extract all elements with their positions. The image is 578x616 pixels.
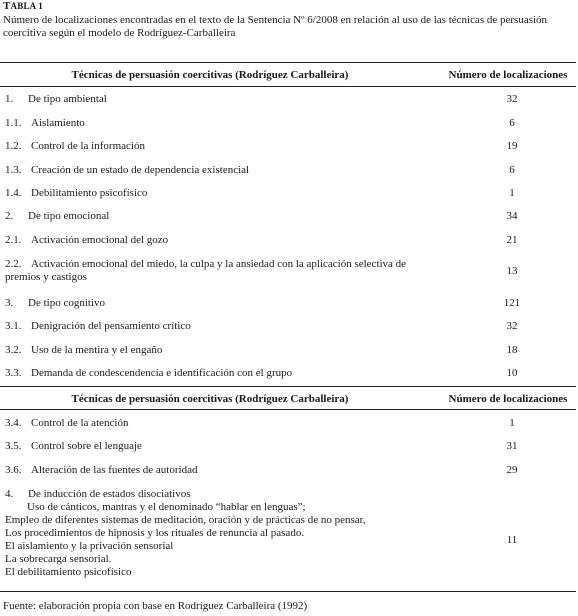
row-label (5, 367, 425, 380)
row-4-line: El aislamiento y la privación sensorial (5, 540, 174, 552)
row-label (5, 464, 425, 477)
row-value: 10 (506, 367, 518, 379)
table-label: TABLA 1 (3, 0, 44, 12)
row-text: Demanda de condescendencia e identificación con el grupo (31, 367, 293, 379)
row-label (5, 440, 425, 453)
row-index: 2.2. (5, 258, 22, 270)
row-text: Alteración de las fuentes de autoridad (31, 464, 198, 476)
row-label (5, 117, 425, 130)
row-text-continued: premios y castigos (5, 271, 87, 283)
row-value: 32 (506, 93, 518, 105)
row-value: 18 (506, 344, 518, 356)
row-text: Debilitamiento psicofísico (31, 187, 148, 199)
row-value: 31 (506, 440, 518, 452)
row-text: De tipo ambiental (28, 93, 107, 105)
row-4-line: Empleo de diferentes sistemas de meditación, oración y de prácticas de no pensar, (5, 514, 366, 526)
section-rule-top (0, 386, 576, 387)
row-label (5, 164, 425, 177)
row-4-line: Uso de cánticos, mantras y el denominado “hablar en lenguas”; (27, 501, 306, 513)
row-label (5, 320, 425, 333)
row-index: 4. (5, 488, 14, 500)
row-label (5, 210, 425, 223)
header-count: Número de localizaciones (448, 69, 568, 81)
row-value: 6 (509, 117, 515, 129)
row-value: 13 (506, 265, 518, 277)
top-rule (0, 62, 576, 63)
header-technique: Técnicas de persuasión coercitivas (Rodríguez Carballeira) (71, 393, 349, 405)
row-label (5, 140, 425, 153)
row-index: 3.4. (5, 417, 22, 429)
table-description: Número de localizaciones encontradas en el texto de la Sentencia Nº 6/2008 en relación al uso de las técnicas de persuasión coercitiva según el modelo de Rodríguez-Carballeira (3, 14, 548, 39)
table-caption (3, 0, 575, 40)
row-label (5, 344, 425, 357)
row-value: 32 (506, 320, 518, 332)
header-rule (0, 86, 576, 87)
row-text: Denigración del pensamiento crítico (31, 320, 191, 332)
row-value: 1 (509, 417, 515, 429)
row-text: De tipo cognitivo (28, 297, 105, 309)
row-value: 121 (503, 297, 521, 309)
row-value: 29 (506, 464, 518, 476)
row-4-value: 11 (506, 534, 518, 546)
row-4-title: De inducción de estados disociativos (28, 488, 191, 500)
row-text: Uso de la mentira y el engaño (31, 344, 163, 356)
header-rule-repeat (0, 409, 576, 410)
row-text: Creación de un estado de dependencia existencial (31, 164, 250, 176)
row-index: 1.4. (5, 187, 22, 199)
row-text: Control de la atención (31, 417, 129, 429)
row-label (5, 258, 425, 284)
row-value: 34 (506, 210, 518, 222)
row-index: 3.3. (5, 367, 22, 379)
row-label (5, 187, 425, 200)
row-label (5, 234, 425, 247)
header-count: Número de localizaciones (448, 393, 568, 405)
row-4-line: La sobrecarga sensorial. (5, 553, 112, 565)
row-index: 3.1. (5, 320, 22, 332)
bottom-rule (0, 591, 576, 592)
row-index: 3.2. (5, 344, 22, 356)
row-text: Aislamiento (31, 117, 85, 129)
row-index: 3. (5, 297, 14, 309)
row-index: 3.5. (5, 440, 22, 452)
table-source: Fuente: elaboración propia con base en Rodríguez Carballeira (1992) (3, 600, 308, 612)
row-value: 6 (509, 164, 515, 176)
row-index: 3.6. (5, 464, 22, 476)
row-label (5, 417, 425, 430)
row-index: 1.3. (5, 164, 22, 176)
row-text: Activación emocional del miedo, la culpa y la ansiedad con la aplicación selectiva de (31, 258, 407, 270)
row-index: 2.1. (5, 234, 22, 246)
row-value: 21 (506, 234, 518, 246)
row-text: Control de la información (31, 140, 145, 152)
row-index: 1.2. (5, 140, 22, 152)
row-label (5, 297, 425, 310)
row-label (5, 93, 425, 106)
row-value: 19 (506, 140, 518, 152)
row-4-label (5, 488, 425, 579)
row-index: 1. (5, 93, 14, 105)
row-value: 1 (509, 187, 515, 199)
row-4-line: El debilitamiento psicofísico (5, 566, 132, 578)
row-index: 1.1. (5, 117, 22, 129)
row-text: Activación emocional del gozo (31, 234, 169, 246)
row-text: Control sobre el lenguaje (31, 440, 142, 452)
row-index: 2. (5, 210, 14, 222)
row-4-line: Los procedimientos de hipnosis y los rituales de renuncia al pasado. (5, 527, 305, 539)
header-technique: Técnicas de persuasión coercitivas (Rodríguez Carballeira) (71, 69, 349, 81)
row-text: De tipo emocional (28, 210, 110, 222)
